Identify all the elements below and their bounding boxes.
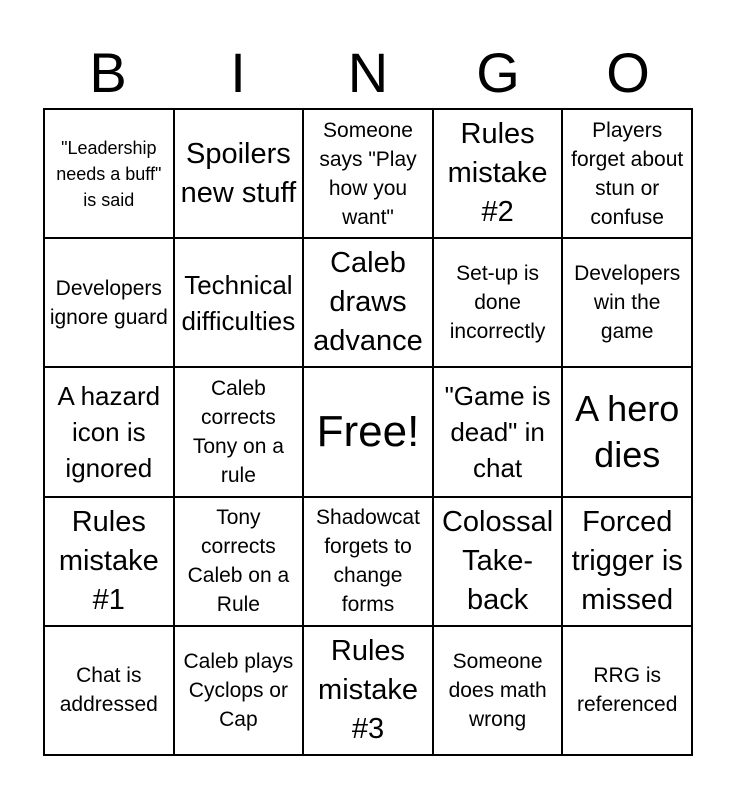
- cell-text: RRG is referenced: [576, 664, 678, 717]
- cell-text: Rules mistake #3: [318, 634, 418, 745]
- cell-text: Forced trigger is missed: [571, 505, 683, 616]
- cell-text: A hero dies: [575, 387, 680, 475]
- bingo-cell[interactable]: [174, 367, 304, 496]
- bingo-cell[interactable]: [44, 626, 174, 755]
- header-letter-n: N: [347, 41, 389, 104]
- header-letter-o: O: [606, 41, 650, 104]
- bingo-cell[interactable]: [303, 109, 433, 238]
- cell-text: Developers win the game: [574, 262, 681, 344]
- free-space-text: Free!: [316, 406, 420, 456]
- cell-text: A hazard icon is ignored: [57, 380, 161, 483]
- cell-text: Chat is addressed: [59, 664, 158, 717]
- bingo-cell[interactable]: [44, 367, 174, 496]
- bingo-cell[interactable]: [44, 497, 174, 626]
- bingo-cell[interactable]: [174, 238, 304, 367]
- header-letter-g: G: [476, 41, 520, 104]
- bingo-cell[interactable]: [303, 497, 433, 626]
- header-letter-i: I: [230, 41, 246, 104]
- cell-text: Set-up is done incorrectly: [449, 262, 546, 344]
- bingo-cell[interactable]: [44, 238, 174, 367]
- bingo-cell[interactable]: [562, 109, 692, 238]
- cell-text: Caleb plays Cyclops or Cap: [183, 649, 294, 731]
- bingo-cell[interactable]: [562, 497, 692, 626]
- cell-text: Technical difficulties: [181, 269, 296, 336]
- cell-text: Someone says "Play how you want": [319, 118, 417, 229]
- bingo-cell[interactable]: [562, 238, 692, 367]
- cell-text: Rules mistake #2: [447, 118, 548, 229]
- bingo-cell[interactable]: [433, 497, 563, 626]
- cell-text: Developers ignore guard: [49, 276, 168, 329]
- bingo-cell[interactable]: [562, 626, 692, 755]
- cell-text: Players forget about stun or confuse: [571, 118, 684, 229]
- bingo-cell[interactable]: [174, 626, 304, 755]
- bingo-cell[interactable]: [562, 367, 692, 496]
- bingo-cell[interactable]: [174, 109, 304, 238]
- bingo-cell[interactable]: [433, 238, 563, 367]
- cell-text: Caleb draws advance: [313, 247, 423, 358]
- cell-text: "Leadership needs a buff" is said: [56, 137, 162, 210]
- cell-text: Shadowcat forgets to change forms: [316, 506, 420, 617]
- cell-text: Colossal Take-back: [441, 505, 554, 616]
- bingo-header: [43, 38, 693, 108]
- bingo-cell[interactable]: [433, 626, 563, 755]
- bingo-cell[interactable]: [433, 367, 563, 496]
- bingo-cell[interactable]: [44, 109, 174, 238]
- bingo-cell[interactable]: [303, 626, 433, 755]
- cell-text: "Game is dead" in chat: [444, 380, 551, 483]
- cell-text: Caleb corrects Tony on a rule: [192, 376, 284, 487]
- cell-text: Someone does math wrong: [448, 649, 547, 731]
- cell-text: Spoilers new stuff: [180, 137, 297, 209]
- bingo-grid: [43, 108, 693, 756]
- free-space[interactable]: [303, 367, 433, 496]
- cell-text: Rules mistake #1: [58, 505, 159, 616]
- bingo-cell[interactable]: [174, 497, 304, 626]
- cell-text: Tony corrects Caleb on a Rule: [187, 506, 290, 617]
- bingo-cell[interactable]: [433, 109, 563, 238]
- header-letter-b: B: [89, 41, 127, 104]
- bingo-cell[interactable]: [303, 238, 433, 367]
